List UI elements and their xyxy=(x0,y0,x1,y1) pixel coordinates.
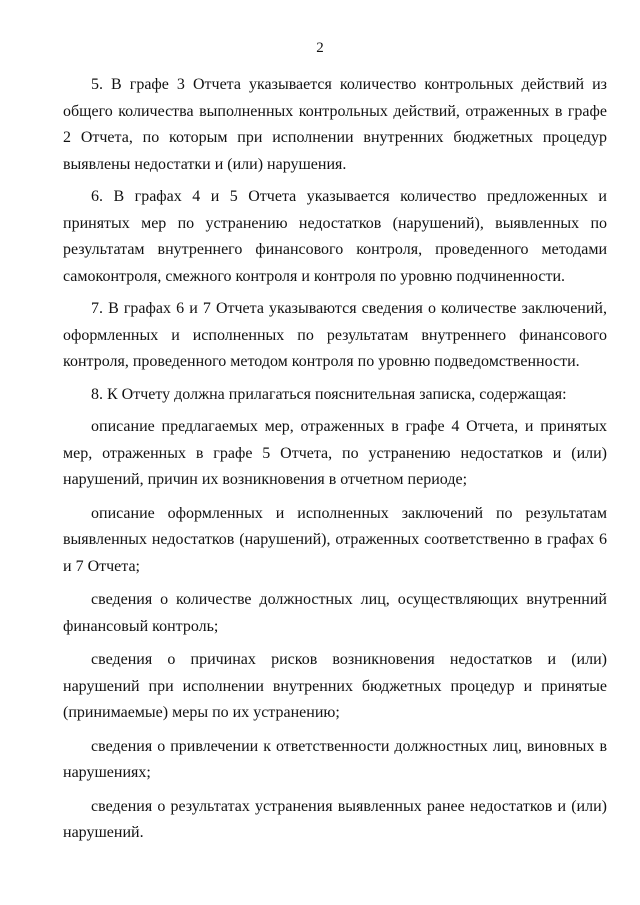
subparagraph-liability: сведения о привлечении к ответственности должностных лиц, виновных в нарушениях; xyxy=(63,737,607,781)
paragraph-item-5: 5. В графе 3 Отчета указывается количество контрольных действий из общего количества выполненных контрольных действий, отраженных в графе 2 Отчета, по которым при исполнении внутренних бюджетных процедур выявлены недостатки и (или) нарушения. xyxy=(63,76,607,173)
page-number: 2 xyxy=(316,40,324,56)
paragraph-item-6: 6. В графах 4 и 5 Отчета указывается количество предложенных и принятых мер по устранению недостатков (нарушений), выявленных по результатам внутреннего финансового контроля, проведенного методами самоконтроля, смежного контроля и контроля по уровню подчиненности. xyxy=(63,188,607,285)
paragraph-item-8: 8. К Отчету должна прилагаться пояснительная записка, содержащая: xyxy=(91,385,567,403)
subparagraph-measures: описание предлагаемых мер, отраженных в графе 4 Отчета, и принятых мер, отраженных в графе 5 Отчета, по устранению недостатков и (или) нарушений, причин их возникновения в отчетном периоде; xyxy=(63,418,607,488)
paragraph-item-7: 7. В графах 6 и 7 Отчета указываются сведения о количестве заключений, оформленных и исполненных по результатам внутреннего финансового контроля, проведенного методом контроля по уровню подведомственности. xyxy=(63,300,607,370)
subparagraph-officials-count: сведения о количестве должностных лиц, осуществляющих внутренний финансовый контроль; xyxy=(63,591,607,635)
subparagraph-remediation-results: сведения о результатах устранения выявленных ранее недостатков и (или) нарушений. xyxy=(63,797,607,841)
subparagraph-risk-causes: сведения о причинах рисков возникновения недостатков и (или) нарушений при исполнении внутренних бюджетных процедур и принятые (принимаемые) меры по их устранению; xyxy=(63,651,607,721)
subparagraph-conclusions: описание оформленных и исполненных заключений по результатам выявленных недостатков (нарушений), отраженных соответственно в графах 6 и 7 Отчета; xyxy=(63,504,607,575)
document-body xyxy=(63,72,607,854)
